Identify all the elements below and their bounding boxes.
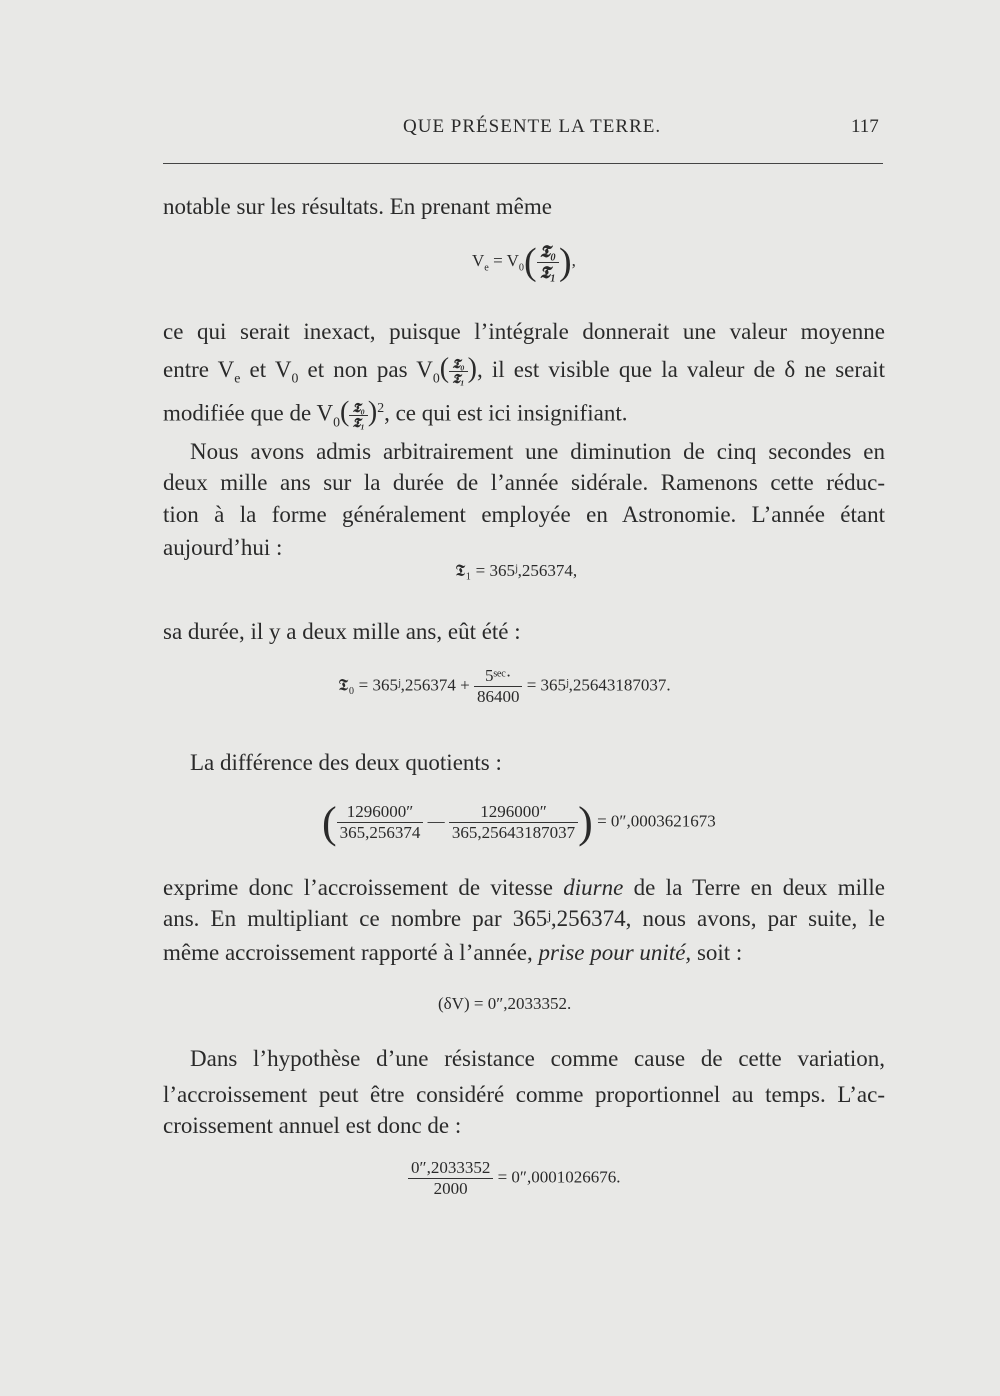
paren: ( [439,353,450,384]
eq-term: , [571,250,576,270]
body-line-inline-math [163,393,885,437]
numerator: 5ˢᵉᶜ· [474,666,523,687]
numerator: 𝕿₀ [449,357,468,372]
body-line: ce qui serait inexact, puisque l’intégrale donnerait une valeur moyenne [163,319,885,344]
equation-difference [322,797,716,848]
text-run: exprime donc l’accroissement de vitesse [163,875,564,900]
numerator: 𝕿₀ [349,401,368,416]
text-run: soit : [691,940,743,965]
numerator: 0″,2033352 [408,1158,493,1179]
denominator: 𝕿₁ [352,414,365,430]
body-line [163,873,885,903]
eq-subscript: 0 [518,262,524,274]
subscript: e [234,370,241,386]
page-number: 117 [851,116,879,137]
eq-term: V [472,250,485,270]
paren: ) [467,353,477,384]
denominator: 365,25643187037 [451,823,576,842]
subscript: 0 [291,370,299,386]
body-line: deux mille ans sur la durée de l’année sidérale. Ramenons cette réduc- [163,470,885,495]
header-rule [163,163,883,164]
text-run: , ce qui est ici insignifiant. [384,400,628,426]
eq-subscript: e [484,262,489,274]
body-line: tion à la forme généralement employée en Astronomie. L’année étant [163,502,885,527]
body-line: sa durée, il y a deux mille ans, eût été : [163,619,521,644]
text-run: , il est visible que la valeur de δ ne serait [476,357,886,382]
paren: ) [367,396,378,428]
body-line: ans. En multipliant ce nombre par 365ʲ,256374, nous avons, par suite, le [163,906,885,931]
superscript: 2 [377,400,385,415]
body-line [163,938,885,968]
body-line: l’accroissement peut être considéré comme proportionnel au temps. L’ac- [163,1082,885,1107]
text-run: et non pas V [298,357,433,382]
fraction [449,802,578,843]
numerator: 1296000″ [449,802,578,823]
body-line: La différence des deux quotients : [190,750,502,775]
paren: ) [559,241,572,283]
subscript: 0 [333,414,341,430]
eq-term: = 0″,0001026676. [497,1167,621,1187]
equation-annual [408,1158,621,1199]
paren: ( [340,396,350,428]
eq-term: = 365ʲ,25643187037. [526,675,671,695]
running-title: QUE PRÉSENTE LA TERRE. [403,116,662,137]
equation-delta-v: (δV) = 0″,2033352. [438,994,572,1013]
denominator: 2000 [433,1179,468,1198]
text-run: et V [240,357,292,382]
body-line: croissement annuel est donc de : [163,1113,462,1138]
paren: ( [322,798,337,847]
emphasis: diurne [563,875,624,900]
inline-fraction [349,401,368,430]
fraction [537,242,559,283]
paren: ) [578,798,593,847]
subscript: 0 [432,370,440,386]
numerator: 𝕿₀ [537,242,559,263]
body-line: notable sur les résultats. En prenant même [163,194,552,219]
emphasis: prise pour unité, [538,940,692,965]
eq-term: = 0″,0003621673 [597,811,716,831]
eq-term: = V [493,250,519,270]
text-run: modifiée que de V [163,400,334,426]
denominator: 365,256374 [339,823,421,842]
denominator: 𝕿₁ [452,371,465,387]
numerator: 1296000″ [337,802,424,823]
text-run: entre V [163,357,235,382]
denominator: 86400 [476,687,520,706]
equation-t1: 𝕿₁ = 365ʲ,256374, [455,561,578,580]
eq-term: 𝕿₀ = 365ʲ,256374 + [338,675,470,695]
inline-fraction [449,357,468,386]
fraction [474,666,523,707]
paren: ( [523,241,537,283]
fraction [337,802,424,843]
equation-ve [472,240,576,284]
minus-sign: — [427,811,445,831]
equation-t0 [338,666,671,707]
body-line: Dans l’hypothèse d’une résistance comme cause de cette variation, [190,1046,885,1071]
page-header [0,116,1000,142]
body-line: aujourd’hui : [163,535,283,560]
text-run: de la Terre en deux mille [623,875,885,900]
body-line: Nous avons admis arbitrairement une diminution de cinq secondes en [190,439,885,464]
denominator: 𝕿₁ [539,262,556,282]
fraction [408,1158,493,1199]
text-run: même accroissement rapporté à l’année, [163,940,539,965]
body-line-inline-math [163,354,885,394]
